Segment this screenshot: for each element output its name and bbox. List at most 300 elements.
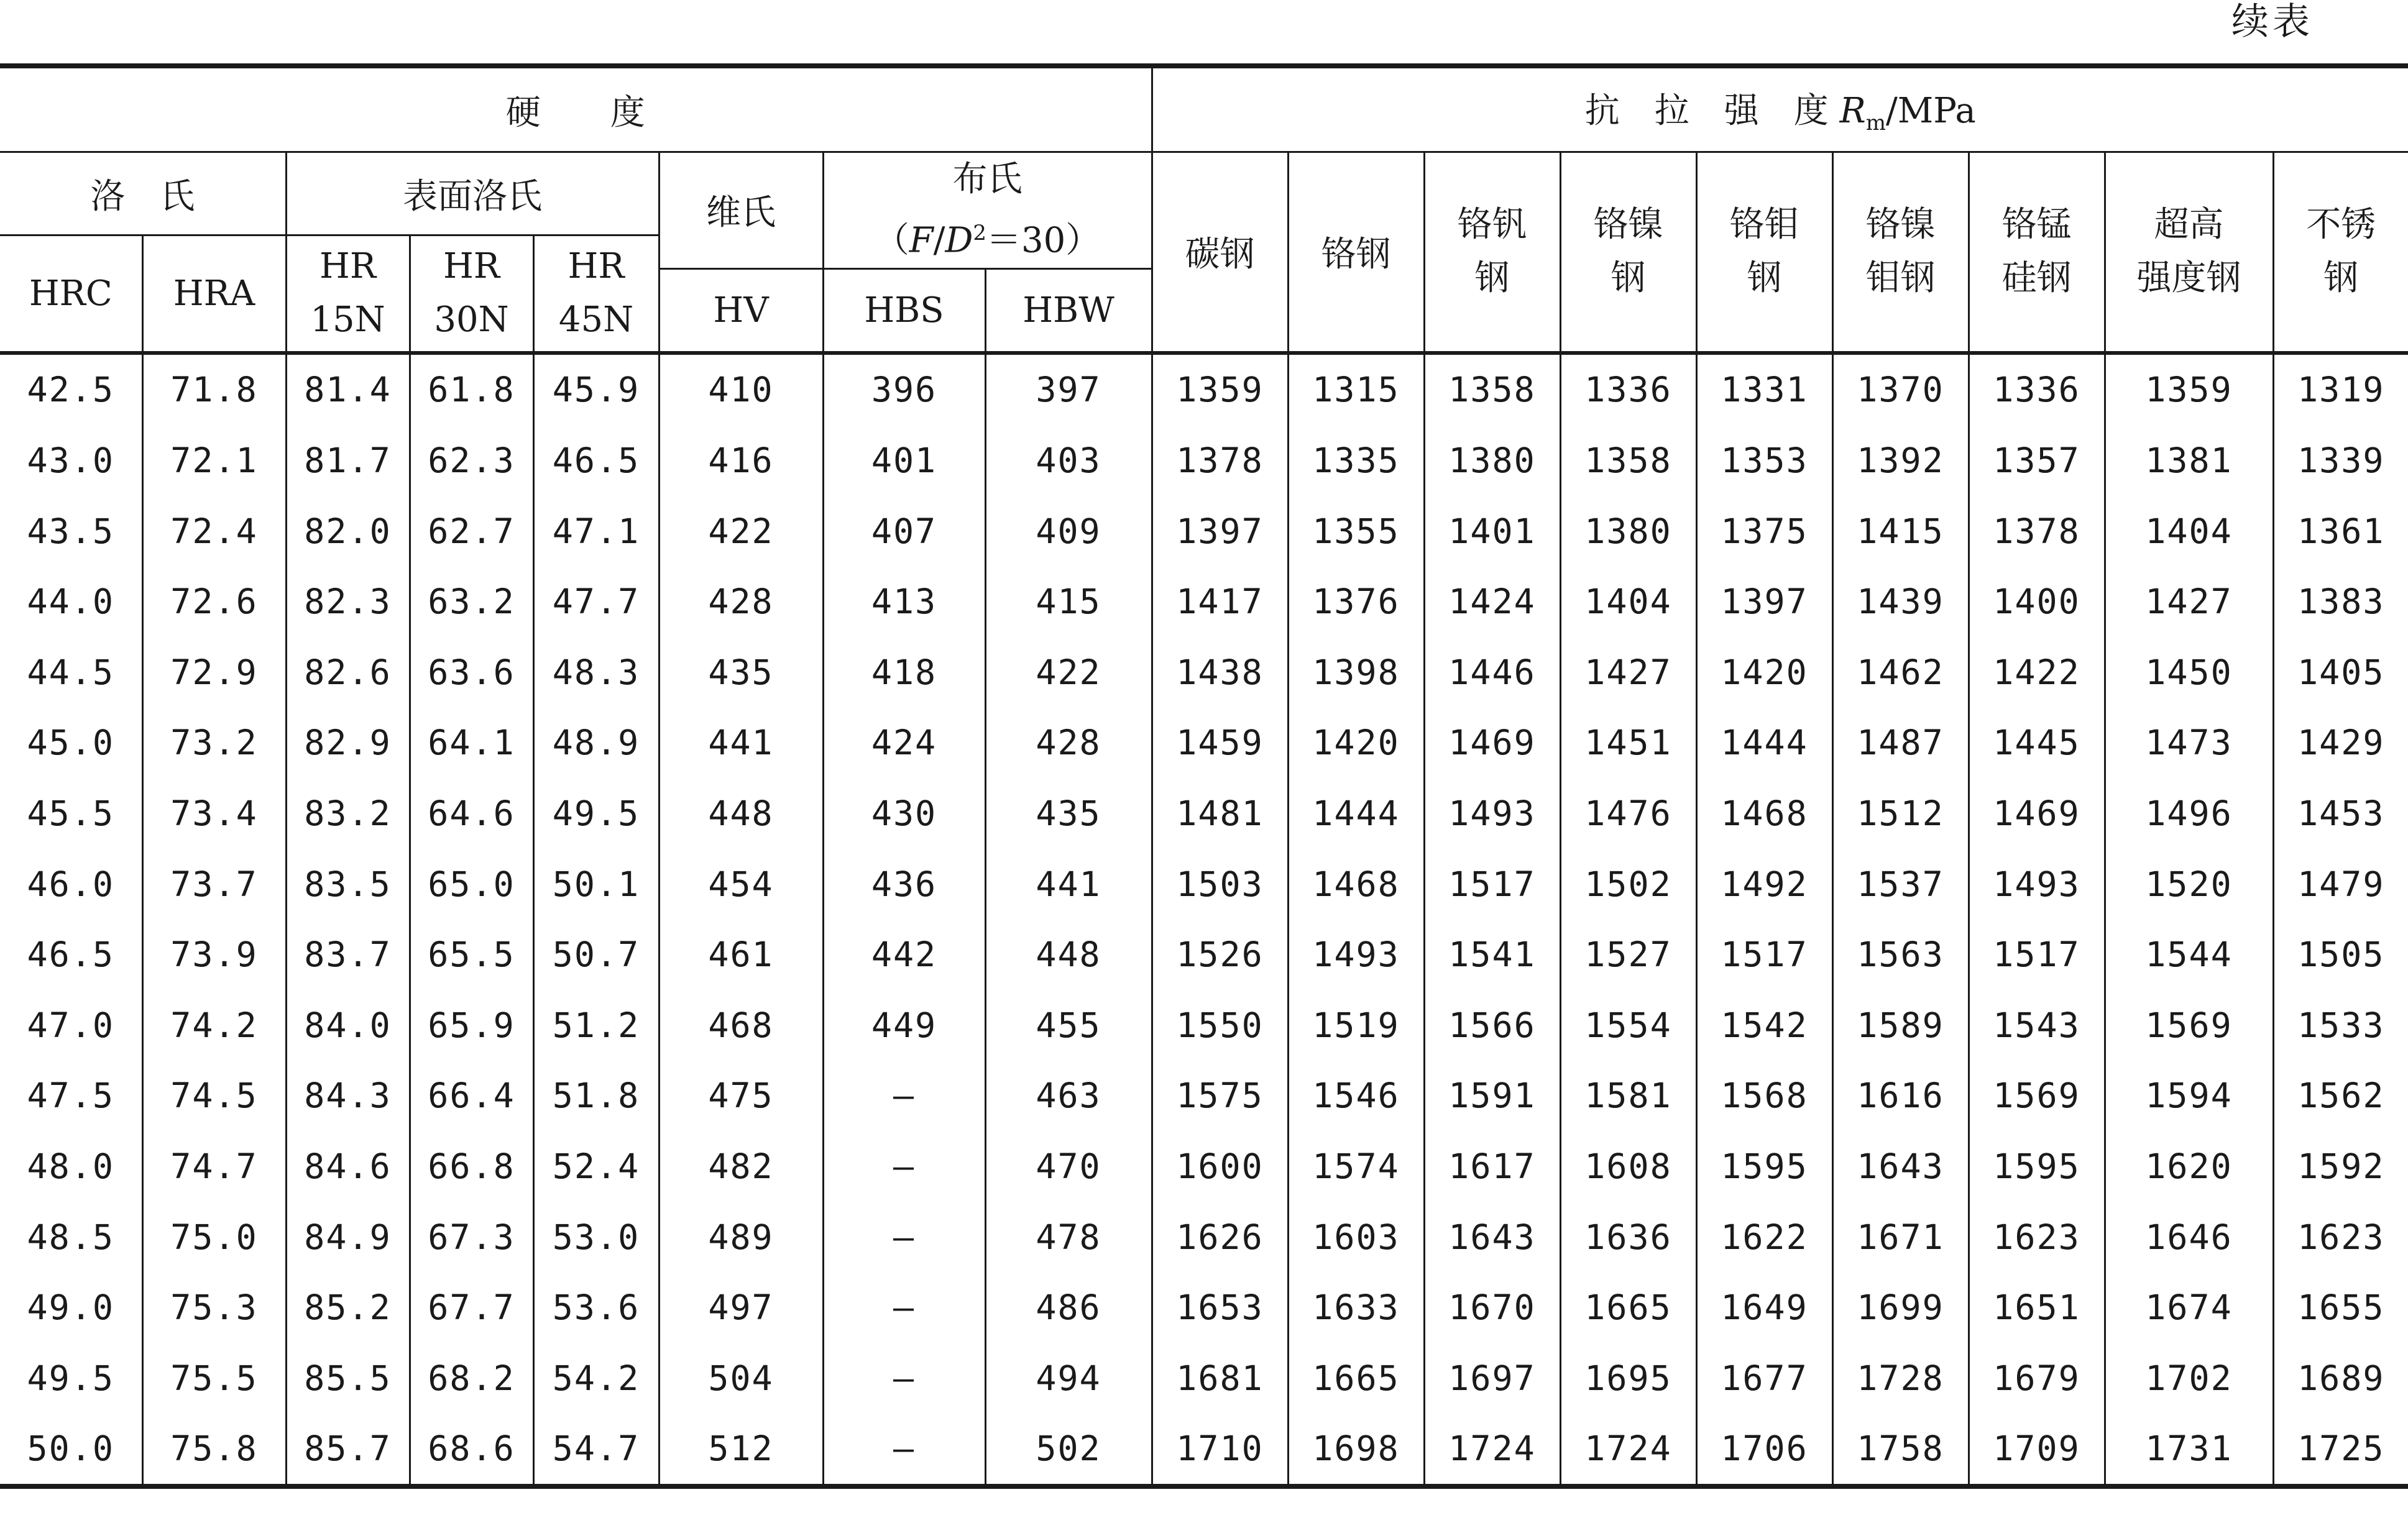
table-row [0,1343,2408,1414]
table-cell: 435 [985,778,1152,849]
table-cell: 1728 [1832,1343,1969,1414]
table-cell: 1594 [2105,1061,2273,1132]
table-cell: 1358 [1560,425,1696,496]
table-cell: 1699 [1832,1272,1969,1343]
table-cell: 1674 [2105,1272,2273,1343]
table-cell: 1359 [2105,353,2273,426]
table-cell: 1481 [1152,778,1288,849]
table-cell: 1724 [1424,1414,1560,1487]
table-cell: 435 [659,637,823,708]
table-cell: 397 [985,353,1152,426]
table-cell: 1512 [1832,778,1969,849]
table-row [0,1061,2408,1132]
table-cell: 65.9 [410,990,533,1061]
table-cell: 84.9 [286,1202,410,1273]
table-cell: 424 [823,708,985,779]
table-cell: 1392 [1832,425,1969,496]
header-hra: HRA [142,236,286,353]
table-cell: 68.6 [410,1414,533,1487]
table-cell: 489 [659,1202,823,1273]
table-row [0,1272,2408,1343]
table-cell: 478 [985,1202,1152,1273]
table-cell: 48.9 [533,708,659,779]
table-cell: 53.0 [533,1202,659,1273]
table-cell: 51.8 [533,1061,659,1132]
table-cell: 74.5 [142,1061,286,1132]
table-cell: 1622 [1696,1202,1832,1273]
table-cell: 1527 [1560,919,1696,990]
table-cell: 1315 [1288,353,1424,426]
table-cell: 1517 [1424,849,1560,920]
table-cell: 1689 [2273,1343,2408,1414]
header-hardness: 硬 度 [0,66,1152,152]
table-row [0,990,2408,1061]
table-cell: 1444 [1288,778,1424,849]
table-row [0,919,2408,990]
table-cell: 1677 [1696,1343,1832,1414]
table-cell: 1554 [1560,990,1696,1061]
table-cell: 50.7 [533,919,659,990]
table-cell: 441 [659,708,823,779]
table-cell: 42.5 [0,353,142,426]
table-cell: 1731 [2105,1414,2273,1487]
table-cell: 64.1 [410,708,533,779]
table-cell: 1503 [1152,849,1288,920]
table-cell: 1724 [1560,1414,1696,1487]
table-cell: 45.9 [533,353,659,426]
table-cell: 461 [659,919,823,990]
table-cell: 1620 [2105,1131,2273,1202]
table-cell: 47.7 [533,566,659,637]
table-cell: 1375 [1696,496,1832,567]
table-cell: 1595 [1696,1131,1832,1202]
table-cell: 48.0 [0,1131,142,1202]
table-cell: 1415 [1832,496,1969,567]
table-cell: 47.1 [533,496,659,567]
table-row [0,425,2408,496]
header-brinell: 布氏 $(F/D^2=30)$ [823,152,1152,269]
table-cell: 66.8 [410,1131,533,1202]
table-cell: 82.6 [286,637,410,708]
table-cell: 416 [659,425,823,496]
table-cell: 403 [985,425,1152,496]
table-cell: 1542 [1696,990,1832,1061]
table-cell: 413 [823,566,985,637]
table-cell: 1427 [2105,566,2273,637]
table-cell: 1603 [1288,1202,1424,1273]
table-cell: 470 [985,1131,1152,1202]
table-cell: 73.9 [142,919,286,990]
table-cell: 48.3 [533,637,659,708]
header-cr-mn-si-steel: 铬锰 硅钢 [1969,152,2105,353]
table-cell: 502 [985,1414,1152,1487]
table-cell: 1493 [1424,778,1560,849]
table-cell: 1544 [2105,919,2273,990]
table-cell: 85.5 [286,1343,410,1414]
table-cell: 49.5 [0,1343,142,1414]
table-cell: 1616 [1832,1061,1969,1132]
table-cell: 1569 [1969,1061,2105,1132]
table-cell: 81.7 [286,425,410,496]
table-cell: 475 [659,1061,823,1132]
table-cell: 1626 [1152,1202,1288,1273]
table-cell: 1665 [1288,1343,1424,1414]
table-cell: 1698 [1288,1414,1424,1487]
header-carbon-steel: 碳钢 [1152,152,1288,353]
table-cell: 75.3 [142,1272,286,1343]
table-cell: 53.6 [533,1272,659,1343]
header-cr-v-steel: 铬钒 钢 [1424,152,1560,353]
table-cell: 1462 [1832,637,1969,708]
table-cell: 83.5 [286,849,410,920]
header-surface-rockwell: 表面洛氏 [286,152,659,236]
table-cell: 1378 [1152,425,1288,496]
table-cell: 1420 [1288,708,1424,779]
table-cell: 75.0 [142,1202,286,1273]
table-cell: 47.5 [0,1061,142,1132]
table-row [0,566,2408,637]
table-row [0,496,2408,567]
table-cell: 1405 [2273,637,2408,708]
table-cell: 62.7 [410,496,533,567]
table-cell: 1617 [1424,1131,1560,1202]
table-cell: 1339 [2273,425,2408,496]
table-cell: 1450 [2105,637,2273,708]
header-hrc: HRC [0,236,142,353]
table-cell: 486 [985,1272,1152,1343]
table-cell: 75.8 [142,1414,286,1487]
table-cell: 1398 [1288,637,1424,708]
table-cell: 67.7 [410,1272,533,1343]
table-cell: 410 [659,353,823,426]
table-cell: 1378 [1969,496,2105,567]
table-cell: 512 [659,1414,823,1487]
table-cell: 44.5 [0,637,142,708]
table-cell: 1670 [1424,1272,1560,1343]
table-cell: 1476 [1560,778,1696,849]
table-body [0,353,2408,1487]
table-cell: 54.2 [533,1343,659,1414]
hardness-tensile-table [0,63,2408,1489]
table-cell: 407 [823,496,985,567]
header-ultra-high-strength-steel: 超高 强度钢 [2105,152,2273,353]
table-cell: 73.4 [142,778,286,849]
table-cell: 1383 [2273,566,2408,637]
table-cell: 1446 [1424,637,1560,708]
table-cell: 50.0 [0,1414,142,1487]
table-cell: 1725 [2273,1414,2408,1487]
table-cell: 1473 [2105,708,2273,779]
table-cell: 1376 [1288,566,1424,637]
table-cell: 1438 [1152,637,1288,708]
table-cell: 49.5 [533,778,659,849]
table-cell: 1357 [1969,425,2105,496]
table-cell: 1336 [1560,353,1696,426]
header-hr45n: HR 45N [533,236,659,353]
table-row [0,637,2408,708]
table-cell: 1520 [2105,849,2273,920]
table-cell: 1589 [1832,990,1969,1061]
table-cell: 1758 [1832,1414,1969,1487]
table-cell: 504 [659,1343,823,1414]
table-cell: 1492 [1696,849,1832,920]
table-cell: 66.4 [410,1061,533,1132]
table-cell: 65.5 [410,919,533,990]
table-cell: 1381 [2105,425,2273,496]
table-cell: 54.7 [533,1414,659,1487]
table-cell: 1581 [1560,1061,1696,1132]
table-cell: 1655 [2273,1272,2408,1343]
table-cell: 422 [985,637,1152,708]
table-cell: 396 [823,353,985,426]
table-cell: 1706 [1696,1414,1832,1487]
table-cell: 84.0 [286,990,410,1061]
table-row [0,1414,2408,1487]
table-cell: 1336 [1969,353,2105,426]
table-cell: 1643 [1424,1202,1560,1273]
table-cell: 82.0 [286,496,410,567]
table-cell: 1400 [1969,566,2105,637]
table-cell: 1646 [2105,1202,2273,1273]
table-cell: 62.3 [410,425,533,496]
table-cell: 1633 [1288,1272,1424,1343]
table-cell: 1439 [1832,566,1969,637]
table-cell: 1335 [1288,425,1424,496]
table-cell: 1702 [2105,1343,2273,1414]
table-cell: 1671 [1832,1202,1969,1273]
header-cr-ni-mo-steel: 铬镍 钼钢 [1832,152,1969,353]
table-cell: 46.5 [0,919,142,990]
table-cell: 1608 [1560,1131,1696,1202]
table-cell: 1397 [1696,566,1832,637]
table-cell: 418 [823,637,985,708]
table-cell: 73.2 [142,708,286,779]
table-cell: 1517 [1969,919,2105,990]
header-chromium-steel: 铬钢 [1288,152,1424,353]
table-cell: 1424 [1424,566,1560,637]
table-cell: 1401 [1424,496,1560,567]
table-cell: 48.5 [0,1202,142,1273]
table-cell: 1493 [1288,919,1424,990]
continued-label: 续表 [2231,0,2314,43]
table-cell: 43.0 [0,425,142,496]
header-cr-ni-steel: 铬镍 钢 [1560,152,1696,353]
table-cell: 1397 [1152,496,1288,567]
header-hbs: HBS [823,268,985,353]
table-cell: 1709 [1969,1414,2105,1487]
table-cell: 1380 [1424,425,1560,496]
header-hv: HV [659,268,823,353]
table-cell: 74.7 [142,1131,286,1202]
table-cell: 1665 [1560,1272,1696,1343]
table-cell: — [823,1061,985,1132]
table-cell: 63.2 [410,566,533,637]
table-row [0,1202,2408,1273]
table-cell: 1623 [1969,1202,2105,1273]
table-cell: 71.8 [142,353,286,426]
table-cell: 1469 [1969,778,2105,849]
table-cell: 454 [659,849,823,920]
table-cell: 45.0 [0,708,142,779]
table-cell: 436 [823,849,985,920]
table-cell: — [823,1202,985,1273]
table-cell: 1643 [1832,1131,1969,1202]
table-cell: 1353 [1696,425,1832,496]
table-cell: 1359 [1152,353,1288,426]
table-cell: — [823,1131,985,1202]
table-cell: 61.8 [410,353,533,426]
table-cell: 1496 [2105,778,2273,849]
table-cell: — [823,1414,985,1487]
table-cell: 1517 [1696,919,1832,990]
table-cell: 46.0 [0,849,142,920]
table-cell: 448 [659,778,823,849]
table-cell: 63.6 [410,637,533,708]
table-cell: 1493 [1969,849,2105,920]
table-cell: 1537 [1832,849,1969,920]
table-cell: 1479 [2273,849,2408,920]
table-cell: 82.3 [286,566,410,637]
table-cell: 1444 [1696,708,1832,779]
table-cell: 1380 [1560,496,1696,567]
table-cell: 1519 [1288,990,1424,1061]
table-cell: 1319 [2273,353,2408,426]
table-cell: 1469 [1424,708,1560,779]
table-cell: 1681 [1152,1343,1288,1414]
table-cell: 74.2 [142,990,286,1061]
table-cell: 1566 [1424,990,1560,1061]
table-cell: 497 [659,1272,823,1343]
table-cell: 401 [823,425,985,496]
table-row [0,849,2408,920]
table-cell: 1526 [1152,919,1288,990]
table-cell: 85.2 [286,1272,410,1343]
header-hbw: HBW [985,268,1152,353]
table-cell: 44.0 [0,566,142,637]
table-cell: 47.0 [0,990,142,1061]
table-cell: 67.3 [410,1202,533,1273]
header-hr30n: HR 30N [410,236,533,353]
table-cell: 1563 [1832,919,1969,990]
table-cell: 455 [985,990,1152,1061]
table-cell: 1574 [1288,1131,1424,1202]
table-cell: 43.5 [0,496,142,567]
table-cell: 1543 [1969,990,2105,1061]
table-cell: 49.0 [0,1272,142,1343]
table-cell: 82.9 [286,708,410,779]
table-cell: — [823,1343,985,1414]
table-cell: 81.4 [286,353,410,426]
table-cell: 1422 [1969,637,2105,708]
header-vickers: 维氏 [659,152,823,269]
table-row [0,778,2408,849]
table-cell: 1569 [2105,990,2273,1061]
table-cell: 482 [659,1131,823,1202]
table-cell: 422 [659,496,823,567]
table-row [0,708,2408,779]
table-cell: 463 [985,1061,1152,1132]
header-hr15n: HR 15N [286,236,410,353]
table-cell: 72.6 [142,566,286,637]
table-cell: 1600 [1152,1131,1288,1202]
table-cell: 84.3 [286,1061,410,1132]
table-cell: 1533 [2273,990,2408,1061]
table-cell: 1623 [2273,1202,2408,1273]
table-cell: 1358 [1424,353,1560,426]
table-cell: 468 [659,990,823,1061]
table-cell: 1427 [1560,637,1696,708]
table-cell: 1595 [1969,1131,2105,1202]
table-cell: 1697 [1424,1343,1560,1414]
table-cell: 1429 [2273,708,2408,779]
table-cell: 83.7 [286,919,410,990]
table-cell: 1550 [1152,990,1288,1061]
table-cell: 494 [985,1343,1152,1414]
table-cell: 85.7 [286,1414,410,1487]
table-cell: 1695 [1560,1343,1696,1414]
table-cell: 428 [985,708,1152,779]
table-cell: 68.2 [410,1343,533,1414]
table-cell: 1331 [1696,353,1832,426]
table-cell: 1468 [1288,849,1424,920]
table-cell: 1404 [1560,566,1696,637]
table-cell: 1653 [1152,1272,1288,1343]
table-cell: 1404 [2105,496,2273,567]
table-cell: 1453 [2273,778,2408,849]
table-cell: 1575 [1152,1061,1288,1132]
table-cell: 1592 [2273,1131,2408,1202]
table-cell: 1710 [1152,1414,1288,1487]
table-cell: 1355 [1288,496,1424,567]
table-cell: 64.6 [410,778,533,849]
table-cell: 1505 [2273,919,2408,990]
table-cell: 1562 [2273,1061,2408,1132]
table-row [0,353,2408,426]
header-tensile-strength: 抗 拉 强 度 $R_m$/MPa [1152,66,2408,152]
header-rockwell: 洛 氏 [0,152,286,236]
table-cell: 1591 [1424,1061,1560,1132]
table-cell: 442 [823,919,985,990]
table-cell: 46.5 [533,425,659,496]
table-cell: 1361 [2273,496,2408,567]
table-cell: 1502 [1560,849,1696,920]
table-cell: 415 [985,566,1152,637]
table-cell: 1568 [1696,1061,1832,1132]
table-cell: 84.6 [286,1131,410,1202]
table-cell: 1487 [1832,708,1969,779]
table-cell: 73.7 [142,849,286,920]
header-cr-mo-steel: 铬钼 钢 [1696,152,1832,353]
table-cell: 65.0 [410,849,533,920]
table-cell: 1651 [1969,1272,2105,1343]
table-cell: 51.2 [533,990,659,1061]
table-cell: 1451 [1560,708,1696,779]
table-cell: 1649 [1696,1272,1832,1343]
table-cell: 50.1 [533,849,659,920]
table-cell: 448 [985,919,1152,990]
table-cell: 409 [985,496,1152,567]
table-cell: 428 [659,566,823,637]
table-cell: — [823,1272,985,1343]
table-cell: 1468 [1696,778,1832,849]
table-cell: 1541 [1424,919,1560,990]
header-stainless-steel: 不锈 钢 [2273,152,2408,353]
table-cell: 52.4 [533,1131,659,1202]
table-cell: 1445 [1969,708,2105,779]
table-cell: 1420 [1696,637,1832,708]
table-cell: 1679 [1969,1343,2105,1414]
table-cell: 72.9 [142,637,286,708]
